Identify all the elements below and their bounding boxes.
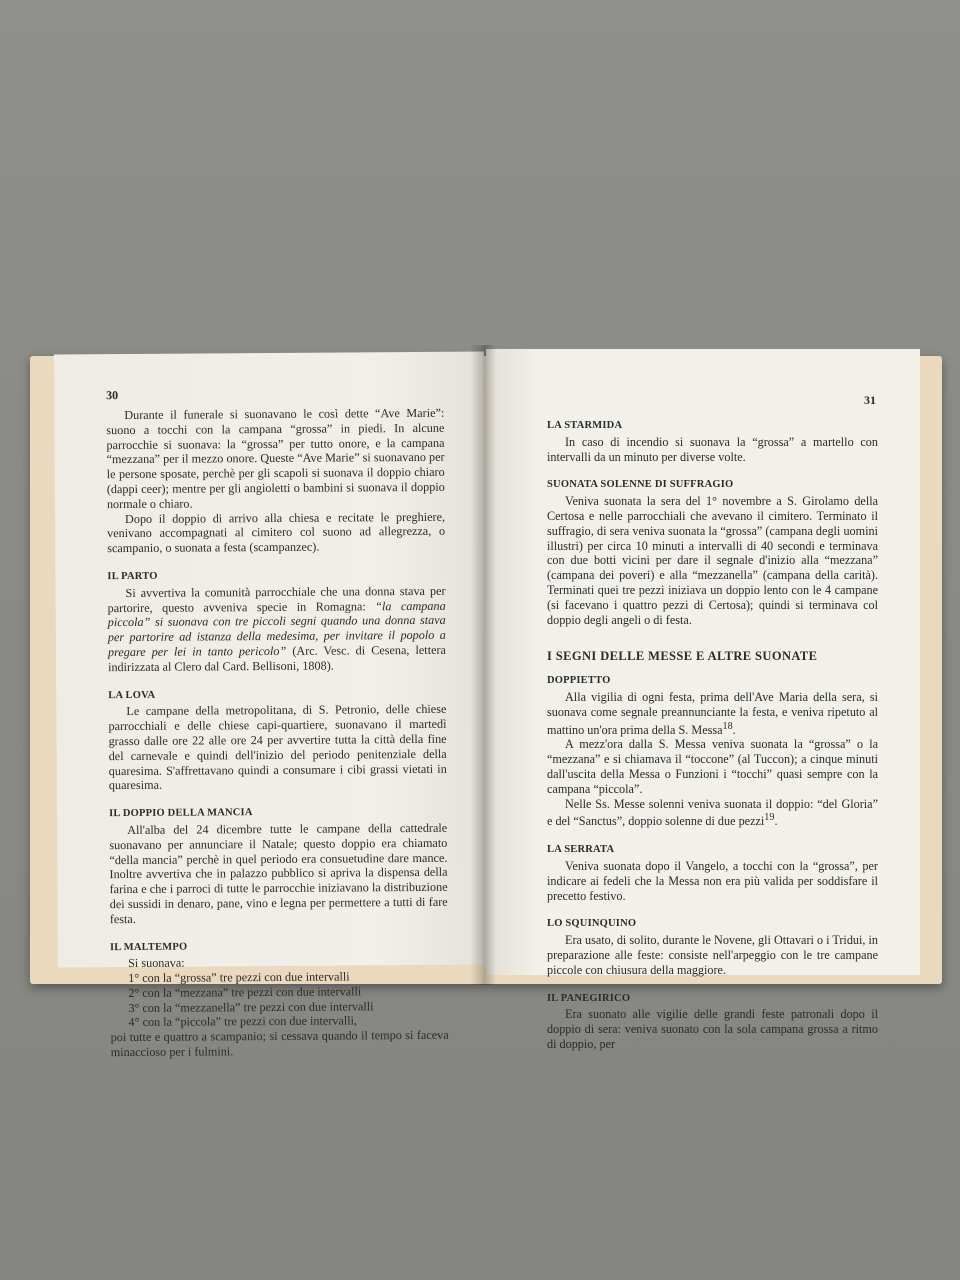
section-heading: IL MALTEMPO: [109, 941, 188, 953]
section-heading: LO SQUINQUINO: [547, 918, 637, 930]
paragraph: Era usato, di solito, durante le Novene, gli Ottavari o i Tridui, in preparazione alle feste: consiste nell'arpeggio con le tre campane piccole con chiusura della maggiore.: [547, 933, 878, 977]
list-item: 1° con la “grossa” tre pezzi con due intervalli: [128, 969, 350, 986]
list-item: 4° con la “piccola” tre pezzi con due intervalli,: [128, 1013, 358, 1030]
paragraph: Veniva suonata la sera del 1° novembre a S. Girolamo della Certosa e nelle parrocchiali che avevano il cimitero. Terminato il suffragio, di sera veniva suonata la “grossa” (campana degli uomini illustri) per circa 10 minuti a intervalli di 40 secondi e terminava con due botti vicini per dare il segnale d'inizio alla “mezzana” (campana dei poveri) e alla “mezzanella” (campana della carità). Terminati quei tre pezzi iniziava un doppio lento con le 4 campane (si facevano i quattro pezzi di Certosa); quindi si terminava col doppio degli angeli o di festa.: [547, 494, 878, 627]
page-number-left: 30: [106, 388, 119, 403]
paragraph: Si avvertiva la comunità parrocchiale che una donna stava per partorire, questo avveniva specie in Romagna: “la campana piccola” si suonava con tre piccoli segni quando una donna stava per partorire ad istanza della medesima, per invitare il popolo a pregare per lei in tanto pericolo” (Arc. Vesc. di Cesena, lettera indirizzata al Clero dal Card. Bellisoni, 1808).: [107, 583, 446, 674]
section-heading: DOPPIETTO: [547, 675, 611, 687]
section-heading: LA LOVA: [108, 689, 156, 701]
footnote-ref: 19: [764, 812, 775, 824]
paragraph: Dopo il doppio di arrivo alla chiesa e recitate le preghiere, venivano accompagnati al cimitero col suono ad allegrezza, o scampanio, o suonata a festa (scampanzec).: [107, 509, 446, 556]
italic-quote: “la campana piccola” si suonava con tre piccoli segni quando una donna stava per partorire ad istanza della medesima, per invitare il popolo a pregare per lei in tanto pericolo”: [107, 598, 446, 660]
book-gutter: [470, 345, 496, 985]
paragraph: Veniva suonata dopo il Vangelo, a tocchi con la “grossa”, per indicare ai fedeli che la Messa non era più valida per soddisfare il precetto festivo.: [547, 859, 878, 903]
paragraph: Si suonava:: [128, 955, 185, 971]
right-page: [486, 349, 920, 1052]
paragraph: poi tutte e quattro a scampanio; si cessava quando il tempo si faceva minaccioso per i fulmini.: [110, 1028, 449, 1060]
section-heading: SUONATA SOLENNE DI SUFFRAGIO: [547, 479, 734, 491]
paragraph: Durante il funerale si suonavano le così dette “Ave Marie”: suono a tocchi con la campana “grossa” in piedi. In alcune parrocchie si suonava: la “grossa” per tutto onore, e la campana “mezzana” per il mezzo onore. Queste “Ave Marie” si suonavano per le persone sposate, perchè per gli scapoli si suonava il doppio chiaro (dappi ceer); mentre per gli angioletti o bambini si suonava il doppio normale o chiaro.: [106, 405, 445, 511]
left-page: [54, 352, 488, 1060]
paragraph: Le campane della metropolitana, di S. Petronio, delle chiese parrocchiali e delle chiese capi-quartiere, suonavano il martedì grasso dalle ore 22 alle ore 24 per avvertire tutta la città della fine del carnevale e quindi dell'inizio del periodo penitenziale della quaresima. S'affrettavano quindi a consumare i cibi grassi vietati in quaresima.: [108, 702, 447, 793]
paragraph: Nelle Ss. Messe solenni veniva suonata il doppio: “del Gloria” e del “Sanctus”, doppio solenne di due pezzi$^{19}$.: [547, 796, 878, 829]
page-number-right: 31: [864, 393, 876, 407]
paragraph: A mezz'ora dalla S. Messa veniva suonata la “grossa” o la “mezzana” e si chiamava il “toccone” (al Tuccon); a cinque minuti dall'uscita della Messa o Funzioni i “tocchi” quasi sempre con la campana “piccola”.: [547, 737, 878, 796]
section-heading: IL PANEGIRICO: [547, 992, 631, 1004]
paragraph: All'alba del 24 dicembre tutte le campane della cattedrale suonavano per annunciare il Natale; questo doppio era chiamato “della mancia” perchè in quel periodo era consuetudine dare mance. Inoltre avvertiva che in palazzo pubblico si apriva la dispensa della farina e che i parroci di tutte le parrocchie iniziavano la distribuzione dei sussidi in denaro, pane, vino e legna per permettere a tutti di fare festa.: [109, 820, 448, 926]
paragraph: In caso di incendio si suonava la “grossa” a martello con intervalli da un minuto per diverse volte.: [547, 434, 878, 464]
paragraph: Era suonato alle vigilie delle grandi feste patronali dopo il doppio di sera: veniva suonato con la sola campana grossa a ritmo di doppio, per: [547, 1007, 878, 1052]
section-heading: IL PARTO: [107, 570, 158, 583]
footnote-ref: 18: [722, 720, 733, 732]
maltempo-list: [128, 969, 448, 1030]
section-heading: LA STARMIDA: [547, 420, 623, 431]
paragraph: Alla vigilia di ogni festa, prima dell'Ave Maria della sera, si suonava come segnale preannunciante la festa, e veniva ripetuto al mattino un'ora prima della S. Messa$^{18}$.: [547, 689, 878, 737]
section-heading: LA SERRATA: [547, 844, 615, 856]
list-item: 3° con la “mezzanella” tre pezzi con due intervalli: [128, 998, 374, 1015]
section-heading: IL DOPPIO DELLA MANCIA: [109, 807, 253, 820]
chapter-title: I SEGNI DELLE MESSE E ALTRE SUONATE: [547, 649, 818, 664]
list-item: 2° con la “mezzana” tre pezzi con due intervalli: [128, 984, 362, 1000]
